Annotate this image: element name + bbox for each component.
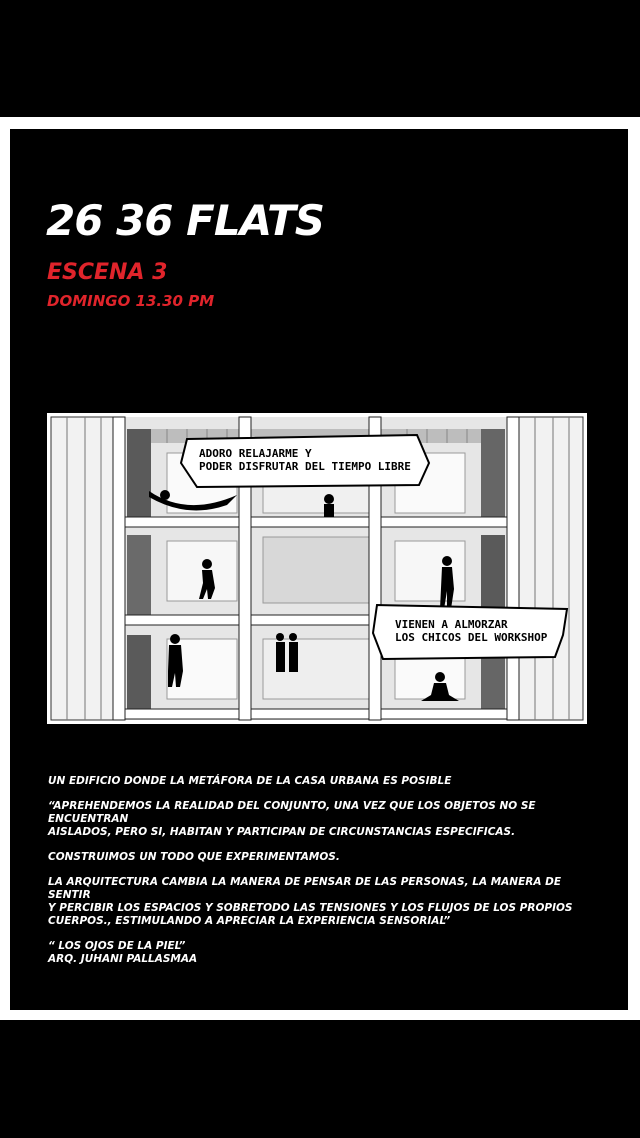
- scene-time: DOMINGO 13.30 PM: [47, 292, 215, 310]
- speech-bubble-top: ADORO RELAJARME Y PODER DISFRUTAR DEL TIEMPO LIBRE: [199, 447, 411, 473]
- speech-bubble-bottom: VIENEN A ALMORZAR LOS CHICOS DEL WORKSHOP: [395, 618, 548, 644]
- author-name: ARQ. JUHANI PALLASMAA: [48, 953, 198, 965]
- poster-title: 26 36 FLATS: [46, 196, 324, 245]
- description-text: [48, 775, 588, 978]
- intro-paragraph: UN EDIFICIO DONDE LA METÁFORA DE LA CASA URBANA ES POSIBLE: [48, 775, 452, 787]
- book-title: “ LOS OJOS DE LA PIEL”: [48, 940, 186, 952]
- architecture-paragraph: LA ARQUITECTURA CAMBIA LA MANERA DE PENSAR DE LAS PERSONAS, LA MANERA DE SENTIR Y PERCIBIR LOS ESPACIOS Y SOBRETODO LAS TENSIONES Y LOS FLUJOS DE LOS PROPIOS CUERPOS., ESTIMULANDO A APRECIAR LA EXPERIENCIA SENSORIAL”: [48, 876, 573, 927]
- building-section-illustration: [47, 413, 587, 724]
- quote-paragraph: “APREHENDEMOS LA REALIDAD DEL CONJUNTO, UNA VEZ QUE LOS OBJETOS NO SE ENCUENTRAN AISLADOS, PERO SI, HABITAN Y PARTICIPAN DE CIRCUNSTANCIAS ESPECIFICAS.: [48, 800, 536, 838]
- statement-paragraph: CONSTRUIMOS UN TODO QUE EXPERIMENTAMOS.: [48, 851, 340, 863]
- scene-label: ESCENA 3: [47, 260, 168, 285]
